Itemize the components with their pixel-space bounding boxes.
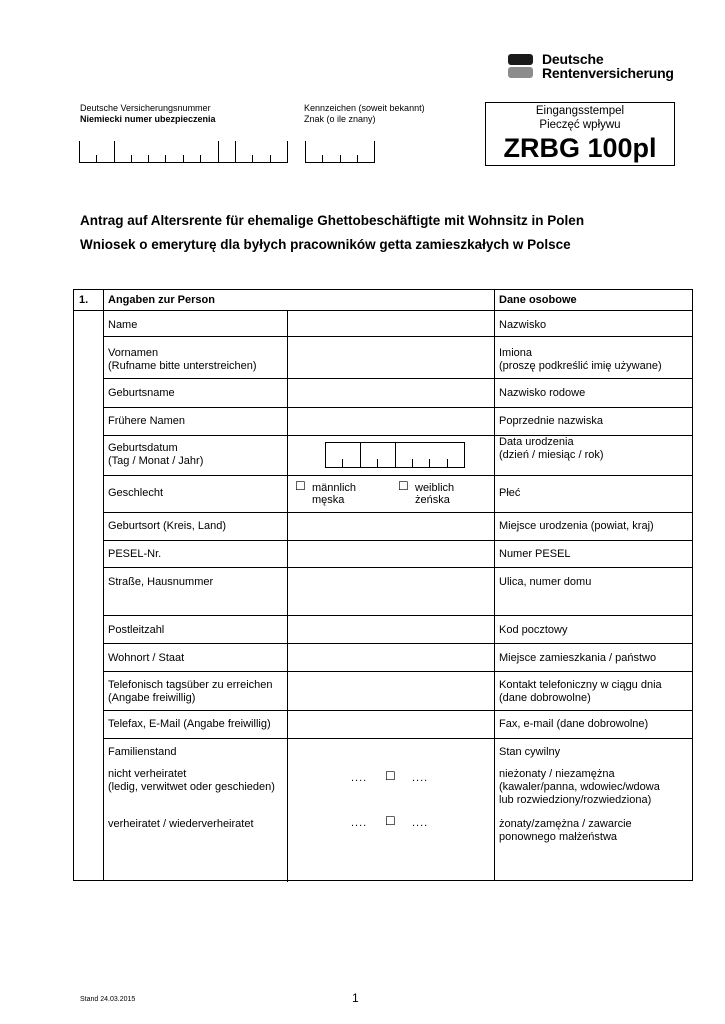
label-name-de: Name — [108, 319, 138, 331]
stamp-line2: Pieczęć wpływu — [539, 119, 621, 131]
label-vornamen-pl2: (proszę podkreślić imię używane) — [499, 360, 662, 372]
label-vornamen-pl1: Imiona — [499, 347, 533, 359]
label-familienstand-pl: Stan cywilny — [499, 746, 561, 758]
vornamen-input[interactable] — [288, 337, 494, 378]
logo-line2: Rentenversicherung — [542, 65, 674, 81]
fruehere-input[interactable] — [288, 408, 494, 435]
insurance-label-pl: Niemiecki numer ubezpieczenia — [80, 114, 216, 124]
label-fax-de: Telefax, E-Mail (Angabe freiwillig) — [108, 718, 271, 730]
single-dots-left: .... — [351, 772, 368, 784]
label-single-pl1: nieżonaty / niezamężna — [499, 768, 615, 780]
insurance-number-field[interactable] — [79, 141, 288, 163]
page-number: 1 — [352, 991, 359, 1005]
label-male-pl: męska — [312, 494, 345, 506]
label-wohnort-de: Wohnort / Staat — [108, 652, 185, 664]
label-telefon-pl1: Kontakt telefoniczny w ciągu dnia — [499, 679, 662, 691]
label-plz-pl: Kod pocztowy — [499, 624, 568, 636]
label-single-pl2: (kawaler/panna, wdowiec/wdowa — [499, 781, 660, 793]
label-telefon-de2: (Angabe freiwillig) — [108, 692, 196, 704]
label-fruehere-de: Frühere Namen — [108, 415, 186, 427]
label-geburtsort-pl: Miejsce urodzenia (powiat, kraj) — [499, 520, 654, 532]
label-pesel-de: PESEL-Nr. — [108, 548, 162, 560]
label-geburtsname-pl: Nazwisko rodowe — [499, 387, 586, 399]
reference-label-pl: Znak (o ile znany) — [304, 114, 376, 124]
form-code: ZRBG 100pl — [503, 133, 657, 163]
title-pl: Wniosek o emeryturę dla byłych pracowników getta zamieszkałych w Polsce — [80, 237, 571, 252]
married-dots-left: .... — [351, 817, 368, 829]
label-female-de: weiblich — [415, 482, 455, 494]
logo-mark-top — [508, 54, 533, 65]
married-checkbox[interactable]: ☐ — [385, 814, 396, 828]
label-male-de: männlich — [312, 482, 357, 494]
wohnort-input[interactable] — [288, 644, 494, 671]
section-heading-pl: Dane osobowe — [499, 294, 577, 306]
label-geburtsdatum-de1: Geburtsdatum — [108, 442, 178, 454]
single-dots-right: .... — [412, 772, 429, 784]
label-single-pl3: lub rozwiedziony/rozwiedziona) — [499, 794, 652, 806]
reference-label-de: Kennzeichen (soweit bekannt) — [304, 103, 425, 113]
label-vornamen-de2: (Rufname bitte unterstreichen) — [108, 360, 257, 372]
geburtsname-input[interactable] — [288, 379, 494, 407]
label-single-de2: (ledig, verwitwet oder geschieden) — [108, 781, 275, 793]
logo-mark-bottom — [508, 67, 533, 78]
label-single-de1: nicht verheiratet — [108, 768, 187, 780]
label-married-pl1: żonaty/zamężna / zawarcie — [499, 818, 632, 830]
label-plz-de: Postleitzahl — [108, 624, 165, 636]
label-strasse-de: Straße, Hausnummer — [108, 576, 214, 588]
label-wohnort-pl: Miejsce zamieszkania / państwo — [499, 652, 657, 664]
label-vornamen-de1: Vornamen — [108, 347, 159, 359]
label-geburtsdatum-pl2: (dzień / miesiąc / rok) — [499, 449, 604, 461]
strasse-input[interactable] — [288, 568, 494, 615]
label-geburtsname-de: Geburtsname — [108, 387, 175, 399]
label-telefon-de1: Telefonisch tagsüber zu erreichen — [108, 679, 273, 691]
telefon-input[interactable] — [288, 672, 494, 710]
label-married-de: verheiratet / wiederverheiratet — [108, 818, 254, 830]
personal-data-table — [73, 289, 693, 881]
receipt-stamp-box — [485, 102, 675, 166]
married-dots-right: .... — [412, 817, 429, 829]
label-geschlecht-pl: Płeć — [499, 487, 521, 499]
section-number: 1. — [79, 294, 89, 306]
plz-input[interactable] — [288, 616, 494, 643]
label-telefon-pl2: (dane dobrowolne) — [499, 692, 591, 704]
label-fruehere-pl: Poprzednie nazwiska — [499, 415, 603, 427]
logo-line1: Deutsche — [542, 51, 604, 67]
fax-input[interactable] — [288, 711, 494, 738]
label-pesel-pl: Numer PESEL — [499, 548, 571, 560]
footer-stand: Stand 24.03.2015 — [80, 996, 136, 1003]
label-strasse-pl: Ulica, numer domu — [499, 576, 592, 588]
label-married-pl2: ponownego małżeństwa — [499, 831, 618, 843]
reference-field[interactable] — [305, 141, 375, 163]
label-geburtsdatum-de2: (Tag / Monat / Jahr) — [108, 455, 204, 467]
birthdate-field[interactable] — [325, 442, 465, 468]
geburtsort-input[interactable] — [288, 513, 494, 540]
female-checkbox[interactable]: ☐ — [398, 479, 409, 493]
label-name-pl: Nazwisko — [499, 319, 547, 331]
label-geschlecht-de: Geschlecht — [108, 487, 164, 499]
label-female-pl: żeńska — [415, 494, 450, 506]
single-checkbox[interactable]: ☐ — [385, 769, 396, 783]
pesel-input[interactable] — [288, 541, 494, 567]
label-fax-pl: Fax, e-mail (dane dobrowolne) — [499, 718, 649, 730]
stamp-line1: Eingangsstempel — [535, 105, 625, 117]
name-input[interactable] — [288, 311, 494, 336]
section-heading-de: Angaben zur Person — [108, 294, 215, 306]
insurance-label-de: Deutsche Versicherungsnummer — [80, 103, 211, 113]
title-de: Antrag auf Altersrente für ehemalige Ghettobeschäftigte mit Wohnsitz in Polen — [80, 213, 585, 228]
label-familienstand-de: Familienstand — [108, 746, 177, 758]
label-geburtsdatum-pl1: Data urodzenia — [499, 436, 574, 448]
male-checkbox[interactable]: ☐ — [295, 479, 306, 493]
label-geburtsort-de: Geburtsort (Kreis, Land) — [108, 520, 226, 532]
